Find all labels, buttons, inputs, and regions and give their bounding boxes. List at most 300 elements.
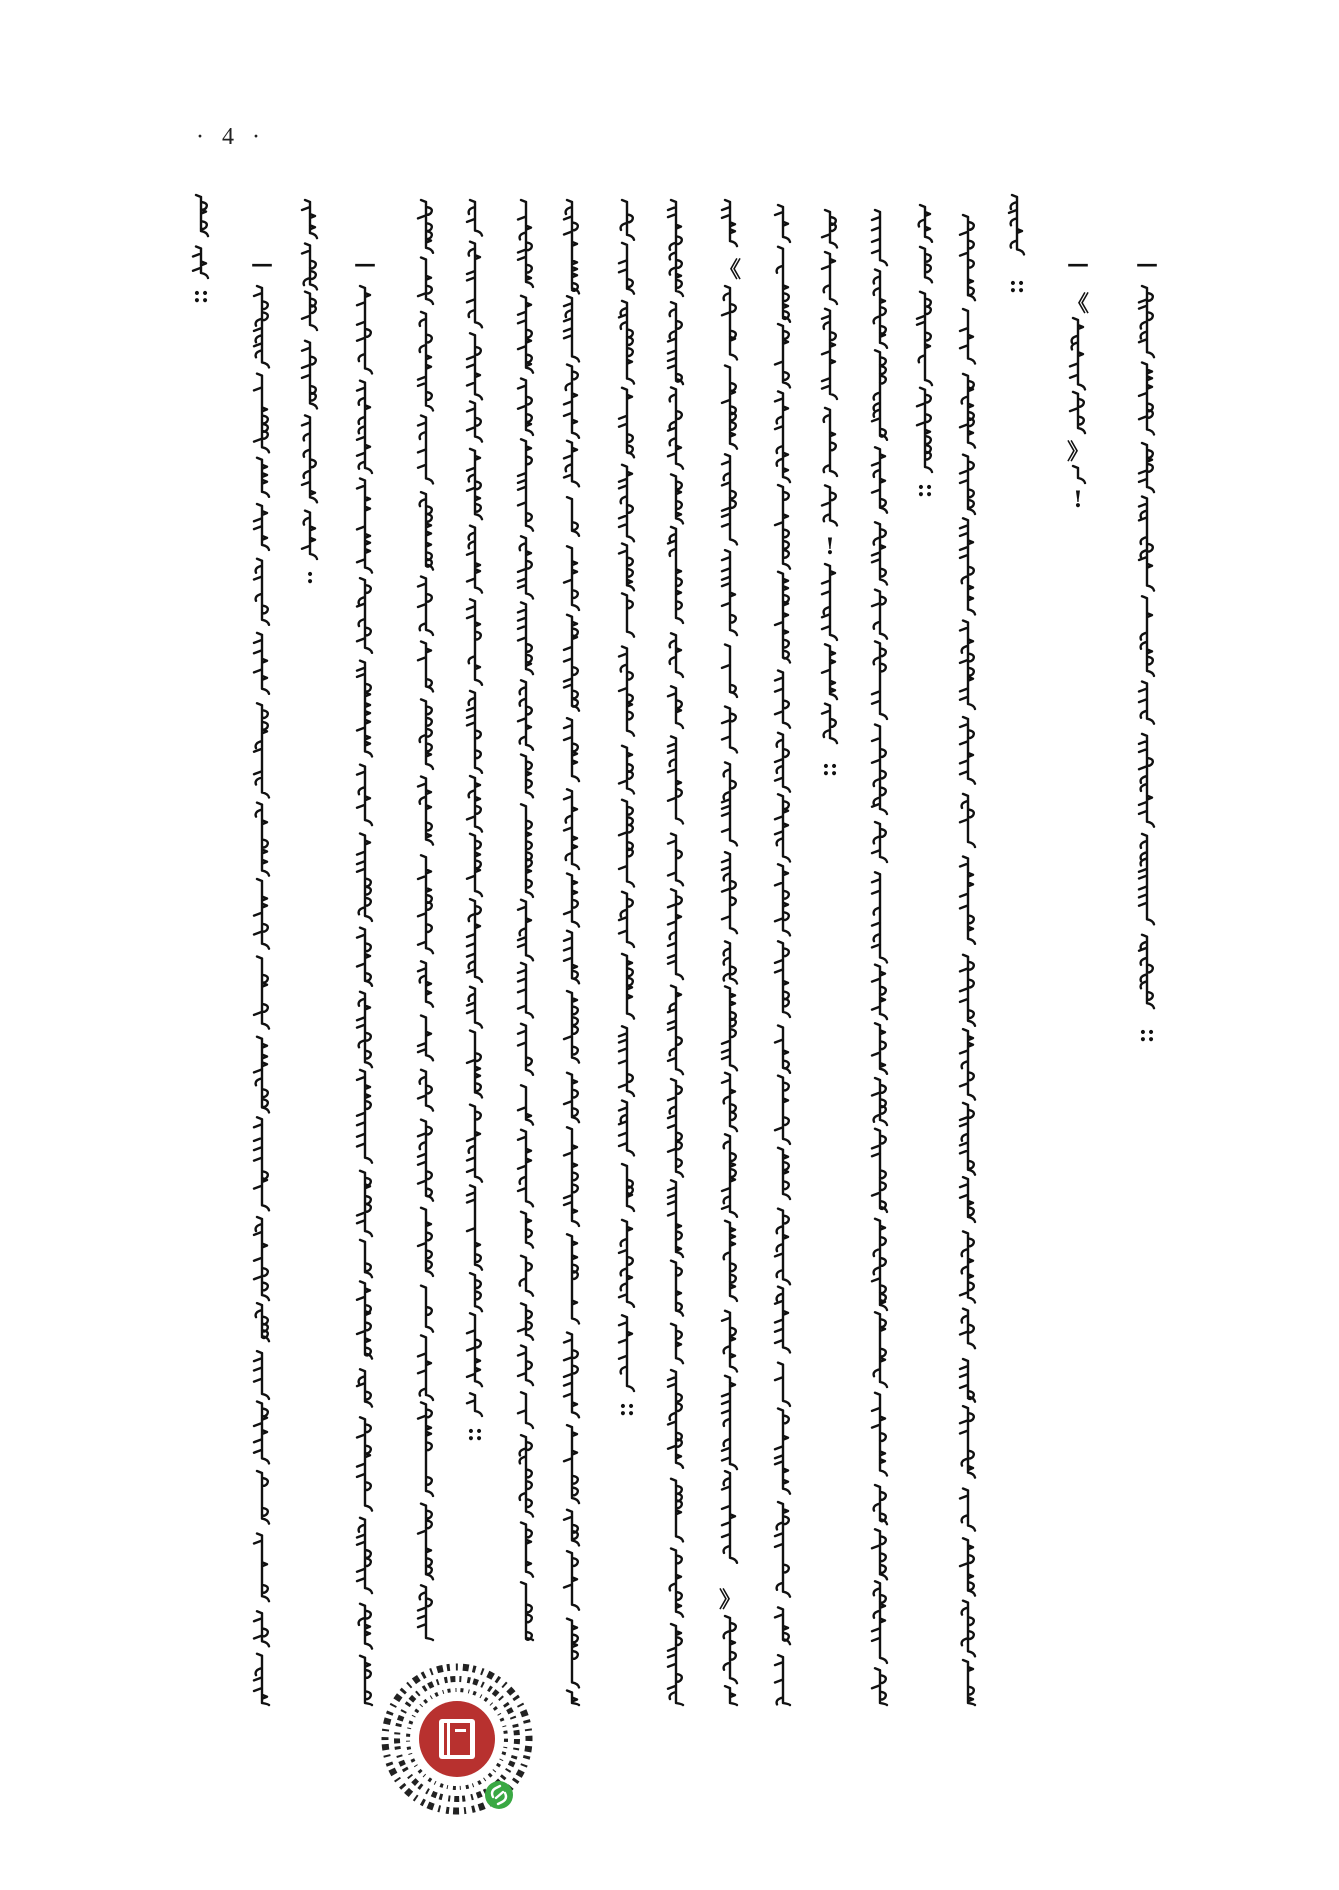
script-word	[960, 955, 975, 1026]
script-word	[518, 1346, 533, 1386]
script-word	[960, 1489, 975, 1531]
script-word	[775, 941, 790, 1017]
script-word	[722, 286, 737, 359]
script-word	[619, 1220, 634, 1307]
script-word	[359, 1604, 372, 1649]
script-word	[722, 550, 737, 635]
script-word	[418, 1070, 433, 1111]
mongolian-script-line	[769, 205, 797, 1705]
script-word	[567, 1619, 579, 1688]
script-word	[254, 1217, 269, 1300]
script-word	[775, 864, 790, 935]
script-word	[357, 661, 372, 757]
script-word	[564, 546, 579, 610]
script-word	[357, 834, 372, 921]
script-word	[622, 593, 634, 636]
script-word	[418, 855, 433, 953]
dash-mark: —	[1136, 251, 1158, 277]
script-word	[671, 1479, 683, 1542]
script-word	[418, 1335, 433, 1400]
script-word	[254, 1037, 269, 1113]
script-word	[254, 1654, 269, 1705]
script-word	[722, 852, 737, 933]
link-badge-icon	[485, 1781, 513, 1809]
full-stop-mark: ::	[1008, 272, 1026, 298]
script-word	[564, 615, 579, 711]
script-word	[567, 1691, 579, 1706]
script-word	[777, 247, 790, 322]
script-word	[775, 1209, 790, 1285]
script-word	[254, 957, 269, 1029]
script-word	[418, 1016, 433, 1061]
text-column	[769, 205, 797, 1705]
script-word	[872, 522, 887, 584]
script-word	[564, 991, 579, 1063]
script-word	[418, 577, 433, 635]
script-word	[357, 479, 372, 573]
script-word	[360, 1656, 372, 1705]
script-word	[775, 1287, 790, 1353]
script-word	[518, 1024, 533, 1075]
text-column	[911, 205, 939, 505]
script-word	[518, 536, 533, 598]
script-word	[874, 270, 887, 348]
script-word	[254, 633, 269, 694]
mongolian-script-line	[866, 210, 894, 1705]
script-word	[668, 1180, 683, 1257]
script-word	[467, 691, 482, 773]
script-word	[619, 544, 634, 591]
script-word	[960, 215, 975, 300]
script-word	[722, 366, 737, 449]
script-word	[254, 1117, 269, 1210]
script-word	[302, 244, 317, 290]
script-word	[521, 755, 533, 798]
script-word	[775, 671, 790, 728]
script-word	[418, 1504, 433, 1580]
mongolian-script-line	[248, 250, 276, 1705]
script-word	[960, 1177, 975, 1222]
mongolian-script-line	[816, 210, 844, 785]
script-word	[564, 1073, 579, 1123]
script-word	[960, 455, 975, 514]
script-word	[872, 1393, 887, 1476]
script-word	[775, 1502, 790, 1597]
script-word	[521, 1523, 533, 1577]
script-word	[467, 242, 482, 328]
script-word	[960, 518, 975, 614]
script-word	[1139, 734, 1154, 827]
script-word	[254, 1611, 269, 1646]
script-word	[518, 602, 533, 674]
script-word	[254, 1351, 269, 1399]
script-word	[357, 992, 372, 1067]
script-word	[564, 1551, 579, 1610]
mongolian-script-line	[954, 215, 982, 1705]
script-word	[775, 1655, 790, 1705]
book-icon	[439, 1719, 475, 1759]
script-word	[357, 381, 372, 473]
script-word	[775, 485, 790, 569]
script-word	[1139, 497, 1154, 591]
text-column	[816, 210, 844, 785]
full-stop-mark: ::	[192, 282, 210, 308]
script-word	[257, 458, 269, 497]
text-column	[866, 210, 894, 1705]
script-word	[872, 1668, 887, 1705]
script-word	[467, 899, 482, 982]
script-word	[564, 365, 579, 438]
script-word	[521, 1212, 533, 1248]
script-word	[520, 1435, 533, 1516]
script-word	[518, 1392, 533, 1428]
dash-mark: —	[354, 251, 376, 277]
exclamation-mark: !	[825, 534, 835, 560]
script-word	[619, 892, 634, 947]
text-column	[351, 250, 379, 1705]
script-word	[357, 765, 372, 826]
script-word	[872, 1023, 887, 1074]
script-word	[521, 804, 533, 897]
script-word	[670, 1549, 683, 1617]
script-word	[467, 200, 482, 236]
mongolian-script-line	[1133, 250, 1161, 1050]
script-word	[775, 1607, 790, 1644]
script-word	[564, 1425, 579, 1503]
script-word	[960, 1309, 975, 1349]
script-word	[467, 333, 482, 399]
script-word	[724, 1221, 737, 1301]
full-stop-mark: ::	[821, 755, 839, 781]
script-word	[920, 247, 932, 282]
script-word	[668, 736, 683, 823]
script-word	[421, 1286, 433, 1332]
script-word	[418, 777, 433, 845]
script-word	[254, 286, 269, 367]
script-word	[668, 834, 683, 886]
close-quote-mark: 》	[718, 1587, 741, 1613]
script-word	[671, 1324, 683, 1363]
text-column	[512, 200, 540, 1640]
script-word	[775, 794, 790, 861]
script-word	[1070, 318, 1085, 389]
script-word	[193, 247, 208, 279]
script-word	[467, 987, 482, 1028]
text-column	[296, 200, 324, 590]
text-column	[662, 200, 690, 1705]
script-word	[1139, 834, 1154, 924]
script-word	[357, 928, 372, 986]
script-word	[520, 1256, 533, 1296]
script-word	[872, 872, 887, 962]
script-word	[257, 1471, 269, 1524]
script-word	[564, 441, 579, 487]
script-word	[722, 762, 737, 845]
script-word	[467, 1105, 482, 1182]
script-word	[467, 526, 482, 593]
script-word	[1141, 596, 1154, 676]
script-word	[418, 1120, 433, 1201]
script-word	[254, 374, 269, 453]
script-word	[467, 1393, 482, 1416]
script-word	[722, 1376, 737, 1469]
script-word	[254, 879, 269, 949]
script-word	[668, 387, 683, 468]
script-word	[668, 986, 683, 1075]
script-word	[824, 408, 837, 476]
script-word	[302, 341, 317, 409]
script-word	[917, 292, 932, 385]
script-word	[420, 492, 433, 569]
script-word	[518, 296, 533, 373]
mongolian-script-line	[911, 205, 939, 505]
full-stop-mark: ::	[916, 476, 934, 502]
script-word	[822, 564, 837, 640]
script-word	[1073, 466, 1085, 483]
full-stop-mark: ::	[466, 1420, 484, 1446]
script-word	[518, 1085, 533, 1124]
script-word	[564, 931, 579, 984]
script-word	[778, 1148, 790, 1199]
script-word	[722, 454, 737, 544]
dash-mark: —	[1067, 251, 1089, 277]
script-word	[872, 1529, 887, 1579]
script-word	[302, 200, 317, 238]
script-word	[872, 210, 887, 265]
script-word	[775, 391, 790, 482]
dash-mark: —	[251, 251, 273, 277]
script-word	[254, 1402, 269, 1464]
mongolian-script-line	[558, 200, 586, 1705]
script-word	[622, 1164, 634, 1211]
script-word	[357, 1171, 372, 1236]
script-word	[619, 647, 634, 736]
text-column	[716, 200, 744, 1705]
script-word	[302, 415, 317, 502]
script-word	[872, 822, 887, 862]
script-word	[254, 1534, 269, 1602]
script-word	[960, 309, 975, 364]
script-word	[619, 800, 634, 887]
script-word	[872, 1078, 887, 1125]
script-word	[302, 292, 317, 330]
script-word	[668, 200, 683, 296]
script-word	[418, 258, 433, 304]
script-word	[467, 401, 482, 441]
script-word	[360, 1240, 372, 1277]
script-word	[518, 900, 533, 961]
script-word	[619, 1315, 634, 1391]
script-word	[467, 1313, 482, 1386]
script-word	[467, 1031, 482, 1098]
script-word	[418, 1208, 433, 1276]
script-word	[775, 733, 790, 792]
script-word	[722, 986, 737, 1070]
script-word	[619, 1101, 634, 1156]
script-word	[872, 1581, 887, 1663]
script-word	[564, 296, 579, 361]
script-word	[722, 1134, 737, 1217]
script-word	[960, 374, 975, 448]
exclamation-mark: !	[1073, 487, 1083, 513]
text-column	[954, 215, 982, 1705]
script-word	[671, 1261, 683, 1316]
text-column	[461, 200, 489, 1450]
script-word	[518, 200, 533, 287]
script-word	[467, 1185, 482, 1269]
script-word	[960, 621, 975, 710]
script-word	[960, 857, 975, 944]
script-word	[960, 1359, 975, 1402]
script-word	[822, 485, 837, 525]
script-word	[619, 746, 634, 794]
script-word	[567, 1234, 579, 1323]
text-column	[1003, 195, 1031, 300]
script-word	[963, 1660, 975, 1705]
script-word	[822, 309, 837, 399]
script-word	[564, 718, 579, 781]
script-word	[722, 1073, 737, 1131]
script-word	[872, 641, 887, 719]
script-word	[254, 703, 269, 797]
script-word	[622, 954, 634, 1019]
script-word	[467, 834, 482, 896]
script-word	[822, 252, 837, 304]
script-word	[671, 474, 683, 523]
script-word	[518, 1303, 533, 1339]
script-word	[775, 572, 790, 663]
script-word	[775, 1363, 790, 1406]
script-word	[357, 1518, 372, 1593]
script-word	[960, 1406, 975, 1478]
script-word	[619, 1026, 634, 1096]
script-word	[872, 1219, 887, 1310]
script-word	[822, 210, 837, 247]
text-column	[1064, 250, 1092, 515]
script-word	[1139, 286, 1154, 357]
full-stop-mark: ::	[618, 1395, 636, 1421]
script-word	[196, 195, 208, 236]
script-word	[722, 1311, 737, 1372]
full-stop-mark: ::	[1138, 1021, 1156, 1047]
script-word	[874, 1485, 887, 1524]
mongolian-script-line	[351, 250, 379, 1705]
script-word	[722, 645, 737, 697]
script-word	[775, 1026, 790, 1073]
mongolian-script-line	[512, 200, 540, 1640]
script-word	[960, 1029, 975, 1100]
script-word	[775, 1409, 790, 1494]
script-word	[418, 312, 433, 411]
script-word	[1070, 392, 1085, 433]
script-word	[775, 1076, 790, 1144]
mongolian-script-line	[716, 200, 744, 1705]
script-word	[724, 941, 737, 983]
text-column	[1133, 250, 1161, 1050]
script-word	[668, 1624, 683, 1705]
script-word	[518, 963, 533, 1018]
script-word	[418, 1585, 433, 1640]
script-word	[722, 200, 737, 246]
script-word	[725, 1686, 737, 1705]
script-word	[775, 324, 790, 387]
script-word	[254, 504, 269, 550]
script-word	[668, 1370, 683, 1468]
script-word	[621, 200, 634, 240]
script-word	[724, 1616, 737, 1683]
script-word	[668, 686, 683, 728]
script-word	[564, 789, 579, 869]
script-word	[518, 1130, 533, 1207]
script-word	[518, 680, 533, 750]
script-word	[960, 1538, 975, 1595]
script-word	[357, 286, 372, 373]
script-word	[668, 1079, 683, 1177]
mongolian-script-line	[662, 200, 690, 1705]
text-column	[187, 195, 215, 310]
script-word	[467, 449, 482, 519]
script-word	[302, 511, 317, 559]
mongolian-script-line	[412, 200, 440, 1640]
script-word	[418, 416, 433, 484]
close-quote-mark: 》	[1066, 439, 1089, 465]
page-number: · 4 ·	[196, 124, 266, 150]
script-word	[960, 1103, 975, 1175]
script-word	[872, 590, 887, 639]
script-word	[418, 200, 433, 253]
script-word	[722, 707, 737, 753]
script-word	[962, 1601, 975, 1657]
script-word	[960, 1231, 975, 1302]
script-word	[668, 302, 683, 384]
script-word	[917, 388, 932, 472]
script-word	[619, 301, 634, 384]
open-quote-mark: 《	[1066, 291, 1089, 317]
script-word	[619, 243, 634, 294]
script-word	[564, 874, 579, 927]
script-word	[518, 439, 533, 530]
script-word	[872, 350, 887, 440]
script-word	[467, 599, 482, 685]
mini-program-code[interactable]	[377, 1657, 537, 1827]
script-word	[357, 1281, 372, 1358]
script-word	[420, 699, 433, 769]
script-word	[668, 889, 683, 979]
open-quote-mark: 《	[718, 257, 741, 283]
script-word	[960, 717, 975, 784]
script-word	[564, 1510, 579, 1546]
script-word	[874, 1312, 887, 1387]
script-word	[470, 1273, 482, 1311]
script-word	[619, 388, 634, 458]
script-word	[357, 1417, 372, 1510]
text-column	[248, 250, 276, 1705]
text-column	[412, 200, 440, 1640]
mongolian-script-line	[296, 200, 324, 590]
script-word	[872, 725, 887, 815]
script-word	[567, 497, 579, 536]
script-word	[357, 578, 372, 653]
script-word	[521, 1582, 533, 1640]
script-word	[357, 1070, 372, 1163]
script-word	[960, 794, 975, 847]
text-column	[558, 200, 586, 1705]
script-word	[1139, 363, 1154, 435]
script-word	[518, 379, 533, 435]
script-word	[1139, 935, 1154, 1009]
script-word	[1009, 195, 1024, 254]
script-word	[418, 961, 433, 1006]
